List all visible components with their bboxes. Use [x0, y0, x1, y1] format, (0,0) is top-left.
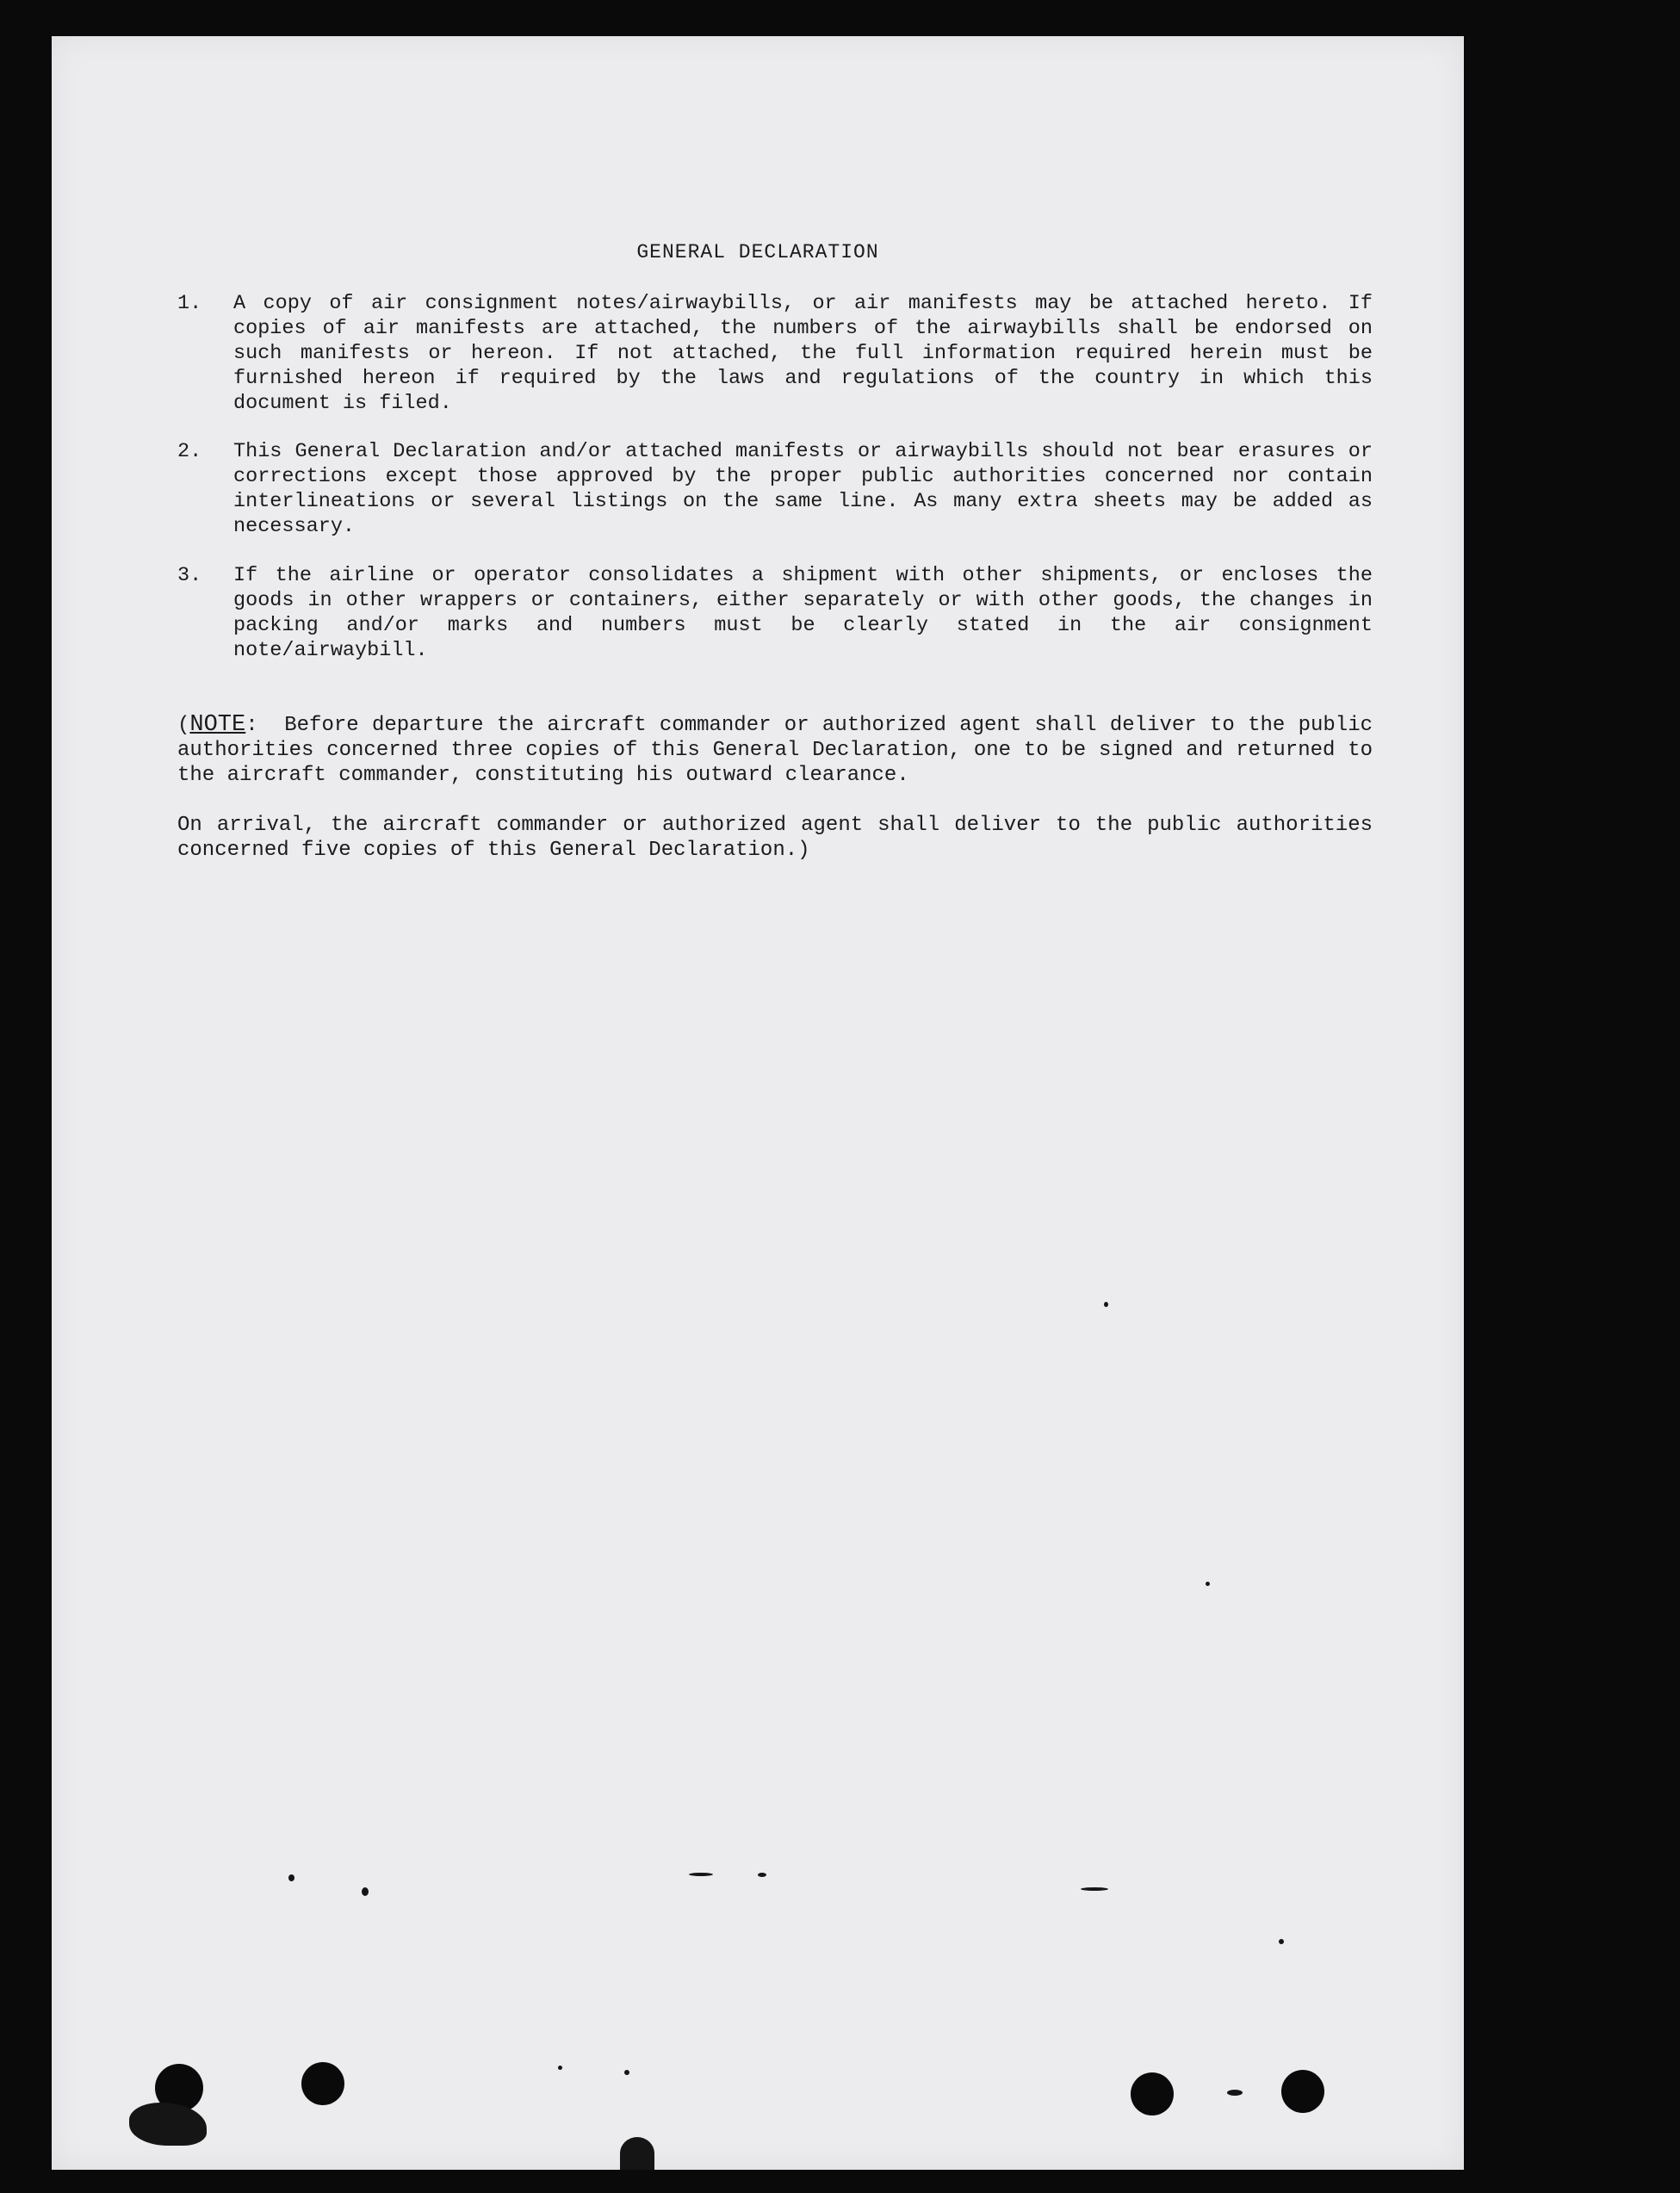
torn-edge — [129, 2103, 207, 2146]
declaration-item-3 — [177, 563, 1373, 663]
scan-speck — [689, 1873, 713, 1876]
scan-speck — [624, 2070, 629, 2075]
scan-speck — [1081, 1887, 1108, 1891]
torn-edge — [620, 2137, 654, 2170]
binder-hole — [301, 2062, 344, 2105]
scan-speck — [758, 1873, 766, 1877]
scan-speck — [1279, 1939, 1284, 1944]
item-number: 2. — [177, 440, 202, 463]
item-text: This General Declaration and/or attached manifests or airwaybills should not bear erasures or corrections except those approved by the proper public authorities concerned nor contain interlineations or several listings on the same line. As many extra sheets may be added as necessary. — [233, 440, 1373, 538]
scan-speck — [362, 1887, 369, 1896]
declaration-item-1 — [177, 291, 1373, 416]
document-page — [52, 36, 1464, 2170]
arrival-paragraph: On arrival, the aircraft commander or authorized agent shall deliver to the public authorities concerned five copies of this General Declaration.) — [177, 814, 1373, 862]
scan-speck — [1227, 2090, 1243, 2096]
item-text: If the airline or operator consolidates a shipment with other shipments, or encloses the goods in other wrappers or containers, either separately or with other goods, the changes in packing and/or marks and numbers must be clearly stated in the air consignment note/airwaybill. — [233, 564, 1373, 662]
item-number: 3. — [177, 564, 202, 587]
note-open-paren: ( — [177, 714, 190, 737]
binder-hole — [1131, 2072, 1174, 2116]
note-paragraph — [177, 713, 1373, 788]
document-title: GENERAL DECLARATION — [636, 241, 879, 263]
item-number: 1. — [177, 292, 202, 315]
note-colon: : — [245, 714, 258, 737]
note-text: Before departure the aircraft commander or authorized agent shall deliver to the public authorities concerned three copies of this General Declaration, one to be signed and returned to the aircraft commander, constituting his outward clearance. — [177, 714, 1373, 787]
declaration-item-2 — [177, 439, 1373, 539]
item-text: A copy of air consignment notes/airwaybills, or air manifests may be attached hereto. If copies of air manifests are attached, the numbers of the airwaybills shall be endorsed on such manifests or hereon. If not attached, the full information required herein must be furnished hereon if required by the laws and regulations of the country in which this document is filed. — [233, 292, 1373, 415]
scan-speck — [288, 1874, 294, 1881]
note-label: NOTE — [189, 712, 246, 738]
scan-speck — [1206, 1582, 1210, 1586]
scan-speck — [558, 2066, 562, 2070]
binder-hole — [1281, 2070, 1324, 2113]
scan-speck — [1104, 1302, 1108, 1307]
